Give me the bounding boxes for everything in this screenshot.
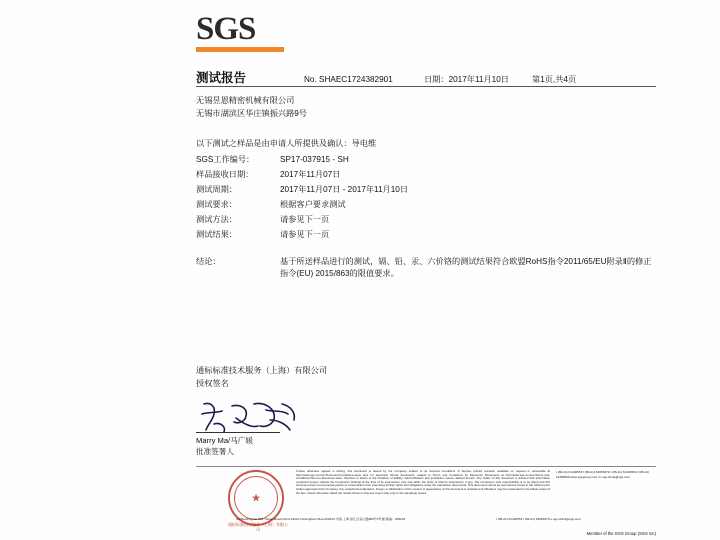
field-label: 测试结果：: [196, 229, 237, 239]
table-row: [196, 197, 656, 212]
report-date: 日期：2017年11月10日: [424, 75, 509, 84]
handwritten-signature: [196, 398, 316, 440]
signature-line: [196, 432, 280, 433]
signature-strokes: [196, 398, 316, 440]
footer-divider: [196, 466, 656, 467]
table-row-conclusion: [196, 242, 656, 282]
signatory-name: Marry Ma/马广媛: [196, 436, 253, 445]
footer-contact: t (86-21) 61402553 f (86-21) 64953679 t (86-21) 61402594 f (86-21) 61156899 www.sgsgroup.com.cn sgs.china@sgs.com: [556, 470, 650, 479]
signatory-role: 批准签署人: [196, 447, 234, 456]
authorized-signature-label: 授权签名: [196, 379, 229, 388]
signing-company-name: 通标标准技术服务（上海）有限公司: [196, 366, 328, 375]
field-value: 请参见下一页: [280, 214, 330, 224]
field-label: 样品接收日期：: [196, 169, 254, 179]
signing-company-block: [196, 364, 327, 390]
report-header: [196, 68, 656, 86]
header-divider: [196, 86, 656, 87]
footer-disclaimer: Unless otherwise agreed in writing, this document is issued by the Company subject to its General Conditions of Service printed overleaf, available on request or accessible at http://www.sgs.com/en/Terms-and-Conditions.aspx and, for electronic format documents, subject to Terms and Conditions for Electronic Documents at http://www.sgs.com/en/Terms-and-Conditions/Terms-e-Document.aspx. Attention is drawn to the limitation of liability, indemnification and jurisdiction issues defined therein. Any holder of this document is advised that information contained hereon reflects the Company's findings at the time of its intervention only and within the limits of Client's instructions, if any. The Company's sole responsibility is to its Client and this document does not exonerate parties to a transaction from exercising all their rights and obligations under the transaction documents. This document cannot be reproduced except in full, without prior written approval of the Company. Any unauthorized alteration, forgery or falsification of the content or appearance of this document is unlawful and offenders may be prosecuted to the fullest extent of the law. Unless otherwise stated the results shown in this test report refer only to the sample(s) tested.: [296, 469, 550, 495]
field-value: 根据客户要求测试: [280, 199, 346, 209]
field-label: 结论：: [196, 257, 221, 266]
star-icon: ★: [251, 492, 261, 505]
field-label: 测试要求：: [196, 199, 237, 209]
page-count: 第1页,共4页: [532, 75, 577, 84]
report-fields-table: [196, 152, 656, 282]
page-title: 测试报告: [196, 70, 247, 85]
footer-member-line: Member of the SGS Group (SGS SA): [586, 531, 656, 536]
sgs-logo: [196, 12, 286, 56]
field-value: 请参见下一页: [280, 229, 330, 239]
field-label: 测试方法：: [196, 214, 237, 224]
table-row: [196, 167, 656, 182]
client-block: [196, 94, 307, 120]
seal-label: 通标标准技术服务（上海）有限公司: [228, 522, 288, 532]
client-address: 无锡市湖滨区华庄镇振兴路9号: [196, 109, 307, 118]
field-value: 2017年11月07日 - 2017年11月10日: [280, 184, 409, 194]
table-row: [196, 182, 656, 197]
footer-address: 3rd Building,No.889 Yishan Road,Xuhui District,Shanghai,China 200233 中国·上海·徐汇区宜山路889号3号楼 邮编：200233: [236, 517, 406, 521]
field-label: SGS工作编号：: [196, 154, 255, 164]
sample-intro: 以下测试之样品是由申请人所提供及确认：导电维: [196, 139, 377, 148]
field-value: SP17-037915 - SH: [280, 154, 349, 164]
table-row: [196, 152, 656, 167]
footer-address-right: t (86-21) 61402553 f (86-21) 64953679 e sgs.china@sgs.com: [496, 517, 581, 521]
field-value: 基于所送样品进行的测试，镉、铅、汞、六价铬的测试结果符合欧盟RoHS指令2011/65/EU附录Ⅱ的修正指令(EU) 2015/863的限值要求。: [280, 257, 652, 278]
field-value: 2017年11月07日: [280, 169, 341, 179]
sgs-logo-text: SGS: [196, 11, 256, 47]
table-row: [196, 227, 656, 242]
table-row: [196, 212, 656, 227]
field-label: 测试周期：: [196, 184, 237, 194]
report-number: No. SHAEC1724382901: [304, 75, 393, 84]
client-name: 无锡昱恩精密机械有限公司: [196, 96, 295, 105]
sgs-logo-bar: [196, 47, 284, 52]
